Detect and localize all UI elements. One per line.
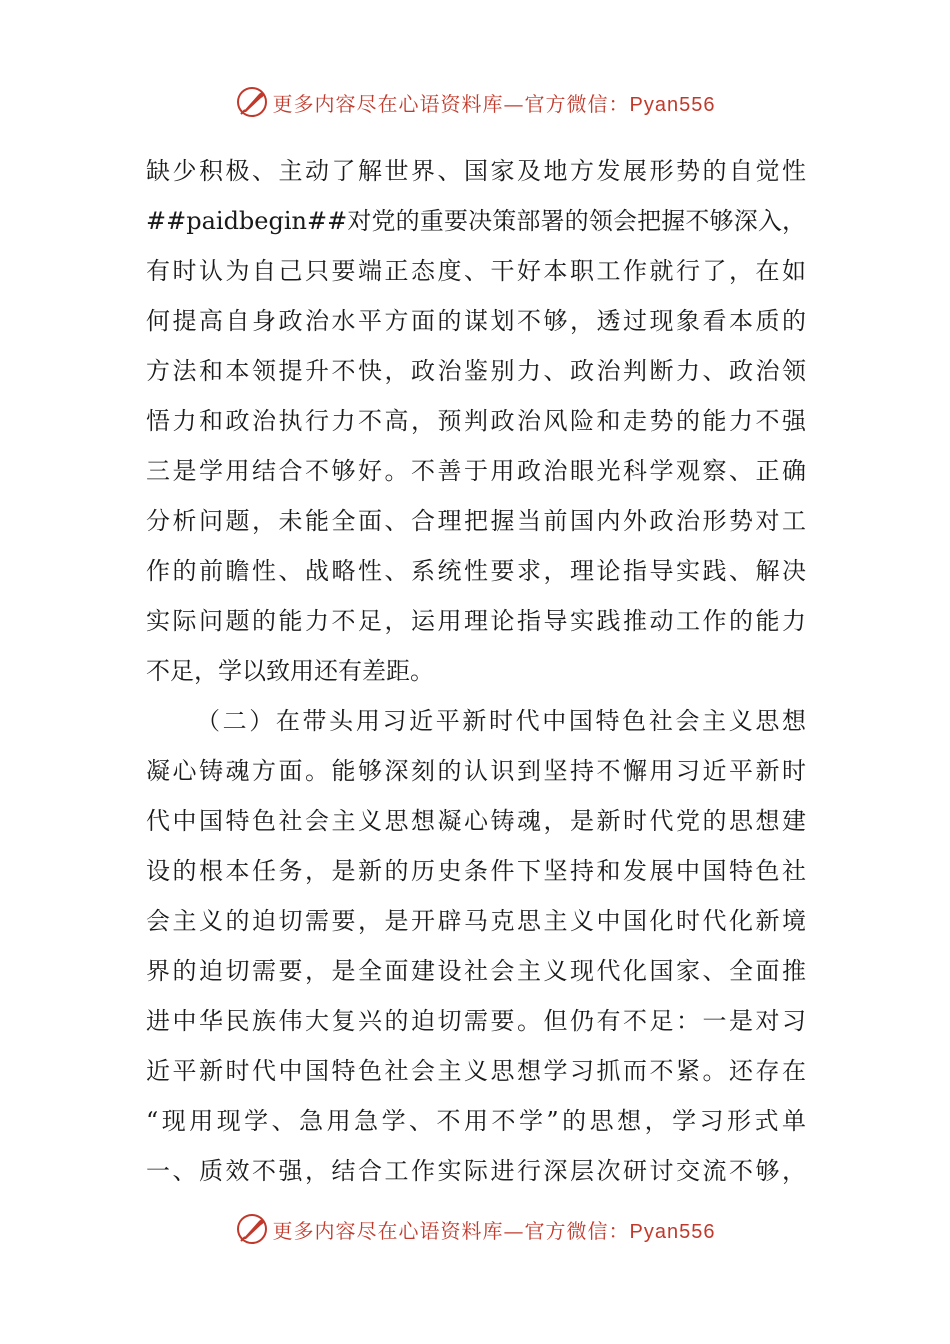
body-line: 界的迫切需要，是全面建设社会主义现代化国家、全面推: [146, 957, 806, 985]
footer-wechat-id: Pyan556: [629, 1220, 716, 1243]
body-line: 一、质效不强，结合工作实际进行深层次研讨交流不够，: [146, 1157, 806, 1185]
body-line: 三是学用结合不够好。不善于用政治眼光科学观察、正确: [146, 457, 806, 485]
header-banner-text: 更多内容尽在心语资料库—官方微信：Pyan556: [272, 91, 716, 116]
header-banner: [0, 82, 950, 122]
body-line: 悟力和政治执行力不高，预判政治风险和走势的能力不强: [146, 407, 806, 435]
quill-logo-icon: [235, 1212, 269, 1246]
document-body: [146, 146, 806, 1196]
body-line: 会主义的迫切需要，是开辟马克思主义中国化时代化新境: [146, 907, 806, 935]
section-heading-line: （二）在带头用习近平新时代中国特色社会主义思想: [196, 707, 806, 735]
header-wechat-id: Pyan556: [629, 93, 716, 116]
body-line: 代中国特色社会主义思想凝心铸魂，是新时代党的思想建: [146, 807, 806, 835]
body-line: 缺少积极、主动了解世界、国家及地方发展形势的自觉性: [146, 157, 806, 185]
body-line: 进中华民族伟大复兴的迫切需要。但仍有不足：一是对习: [146, 1007, 806, 1035]
footer-banner-text: 更多内容尽在心语资料库—官方微信：Pyan556: [272, 1218, 716, 1243]
body-line: “现用现学、急用急学、不用不学”的思想，学习形式单: [146, 1107, 806, 1135]
body-line: 分析问题，未能全面、合理把握当前国内外政治形势对工: [146, 507, 806, 535]
body-line-paragraph-end: 不足，学以致用还有差距。: [146, 657, 434, 685]
body-line: 设的根本任务，是新的历史条件下坚持和发展中国特色社: [146, 857, 806, 885]
body-line: 方法和本领提升不快，政治鉴别力、政治判断力、政治领: [146, 357, 806, 385]
body-line: ##paidbegin##对党的重要决策部署的领会把握不够深入，: [146, 207, 806, 235]
body-line: 凝心铸魂方面。能够深刻的认识到坚持不懈用习近平新时: [146, 757, 806, 785]
body-line: 近平新时代中国特色社会主义思想学习抓而不紧。还存在: [146, 1057, 806, 1085]
quill-logo-icon: [235, 85, 269, 119]
body-line: 何提高自身政治水平方面的谋划不够，透过现象看本质的: [146, 307, 806, 335]
footer-banner: [0, 1209, 950, 1249]
body-line: 实际问题的能力不足，运用理论指导实践推动工作的能力: [146, 607, 806, 635]
body-line: 作的前瞻性、战略性、系统性要求，理论指导实践、解决: [146, 557, 806, 585]
body-line: 有时认为自己只要端正态度、干好本职工作就行了，在如: [146, 257, 806, 285]
